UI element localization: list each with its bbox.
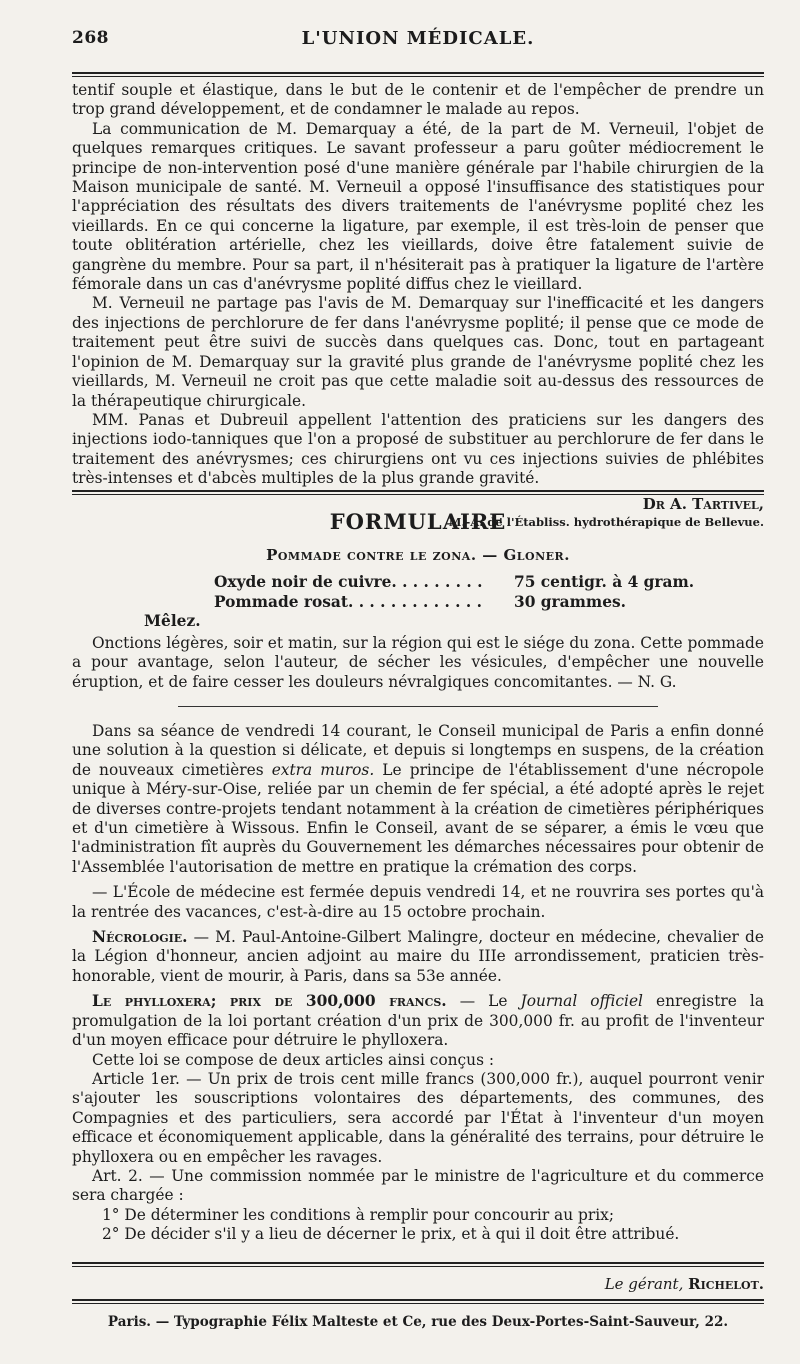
cemeteries-text-a: Dans sa séance de vendredi 14 courant, le Conseil municipal de Paris a enfin donné une solution à la question si délicate, et depuis si longtemps en suspens, de la création de nouveaux cimetières [72,722,764,779]
ingredient-name: Pommade rosat. . . . . . . . . . . . . [214,593,482,611]
article-body [72,81,764,489]
law-article-1: Article 1er. — Un prix de trois cent mille francs (300,000 fr.), auquel pourront venir s'ajouter les souscriptions volontaires des départements, des communes, des Compagnies et des particuliers, sera accordé par l'État à l'inventeur d'un moyen efficace et économiquement applicable, dans la généralité des terrains, pour détruire le phylloxera ou en empêcher les ravages. [72,1069,764,1166]
ingredient-quantity: 30 grammes. [514,593,627,611]
journal-title: L'UNION MÉDICALE. [301,28,535,49]
running-head [72,0,764,62]
formulaire-title: FORMULAIRE [329,509,507,534]
phylloxera-text-a: — Le [446,992,521,1011]
footer-rule-lower [72,1299,764,1304]
formulaire-rule [72,490,764,495]
cemeteries-text-b: Le principe de l'établissement d'une nécropole unique à Méry-sur-Oise, reliée par un chemin de fer spécial, a été adopté après le rejet de diverses contre-projets tendant notamment à la création de cimetières périphériques et d'un cimetière à Wissous. Enfin le Conseil, avant de se séparer, a émis le vœu que l'administration fît auprès du Gouvernement les démarches nécessaires pour obtenir de l'Assemblée l'autorisation de mettre en pratique la crémation des corps. [72,760,765,876]
cemeteries-italic: extra muros. [271,760,375,779]
gerant-name: Richelot. [688,1275,764,1293]
article-paragraph: MM. Panas et Dubreuil appellent l'attention des praticiens sur les dangers des injections iodo-tanniques que l'on a proposé de substituer au perchlorure de fer dans le traitement des anévrysmes; ces chirurgiens ont vu ces injections suivies de phlébites très-intenses et d'abcès multiples de la plus grande gravité. [72,410,764,488]
news-section [72,722,764,1245]
ingredient-name: Oxyde noir de cuivre. . . . . . . . . [214,573,483,591]
gerant-label: Le gérant, [604,1275,684,1293]
necrology-text: — M. Paul-Antoine-Gilbert Malingre, docteur en médecine, chevalier de la Légion d'honneur, ancien adjoint au maire du IIIe arrondissement, praticien très-honorable, vient de mourir, à Paris, dans sa 53e année. [72,928,764,985]
usage-paragraph: Onctions légères, soir et matin, sur la région qui est le siége du zona. Cette pommade a pour avantage, selon l'auteur, de sécher les vésicules, d'empêcher une nouvelle éruption, et de faire cesser les douleurs névralgiques concomitantes. — N. G. [72,634,764,691]
article-paragraph: tentif souple et élastique, dans le but de le contenir et de l'empêcher de prendre un trop grand développement, et de condamner le malade au repos. [72,81,764,119]
ingredient-row [214,592,764,612]
recipe-title: Pommade contre le zona. — Gloner. [266,546,570,564]
formulaire-section [72,490,764,707]
article-paragraph: M. Verneuil ne partage pas l'avis de M. Demarquay sur l'inefficacité et les dangers des injections de perchlorure de fer dans l'anévrysme poplité; il pense que ce mode de traitement peut être suivi de succès dans quelques cas. Donc, tout en partageant l'opinion de M. Demarquay sur la gravité plus grande de l'anévrysme poplité chez les vieillards, M. Verneuil ne croit pas que cette maladie soit au-dessus des ressources de la thérapeutique chirurgicale. [72,294,764,410]
mix-instruction: Mêlez. [144,612,201,630]
law-intro: Cette loi se compose de deux articles ainsi conçus : [92,1050,495,1069]
section-divider [178,706,658,707]
phylloxera-text-b: enregistre la promulgation de la loi portant création d'un prix de 300,000 fr. au profit de l'inventeur d'un moyen efficace pour détruire le phylloxera. [72,992,764,1050]
article-paragraph: La communication de M. Demarquay a été, de la part de M. Verneuil, l'objet de quelques remarques critiques. Le savant professeur a paru goûter médiocrement le principe de non-intervention posé d'une manière générale par l'habile chirurgien de la Maison municipale de santé. M. Verneuil a opposé l'insuffisance des statistiques pour l'appréciation des résultats des divers traitements de l'anévrysme poplité chez les vieillards. En ce qui concerne la ligature, par exemple, il est très-loin de penser que toute oblitération artérielle, chez les vieillards, doive être fatalement suivie de gangrène du membre. Pour sa part, il n'hésiterait pas à pratiquer la ligature de l'artère fémorale dans un cas d'anévrysme poplité diffus chez le vieillard. [72,119,764,294]
law-item-1: 1° De déterminer les conditions à remplir pour concourir au prix; [102,1205,615,1224]
page-footer [72,1262,764,1330]
phylloxera-paragraph [72,992,764,1050]
usage-text [72,634,764,692]
ingredient-row [214,572,764,592]
journal-officiel: Journal officiel [520,992,643,1011]
school-paragraph: — L'École de médecine est fermée depuis vendredi 14, et ne rouvrira ses portes qu'à la rentrée des vacances, c'est-à-dire au 15 octobre prochain. [72,883,764,921]
law-item-2: 2° De décider s'il y a lieu de décerner le prix, et à qui il doit être attribué. [102,1225,680,1244]
article-section [72,72,764,529]
necrology-paragraph [72,928,764,986]
ingredient-list [214,572,764,612]
cemeteries-paragraph [72,722,764,877]
necrology-label: Nécrologie. [92,928,188,947]
law-article-2: Art. 2. — Une commission nommée par le ministre de l'agriculture et du commerce sera chargée : [72,1166,764,1205]
article-signature: Dr A. Tartivel, [642,494,764,513]
footer-rule [72,1262,764,1267]
gerant-line [72,1275,764,1293]
article-affiliation: M.-A. de l'Établiss. hydrothérapique de Bellevue. [448,514,764,529]
ingredient-quantity: 75 centigr. à 4 gram. [514,573,695,591]
printer-imprint: Paris. — Typographie Félix Malteste et Ce, rue des Deux-Portes-Saint-Sauveur, 22. [107,1314,729,1330]
page-number: 268 [72,28,109,48]
phylloxera-label: Le phylloxera; prix de 300,000 francs. [92,992,447,1011]
header-rule [72,72,764,77]
